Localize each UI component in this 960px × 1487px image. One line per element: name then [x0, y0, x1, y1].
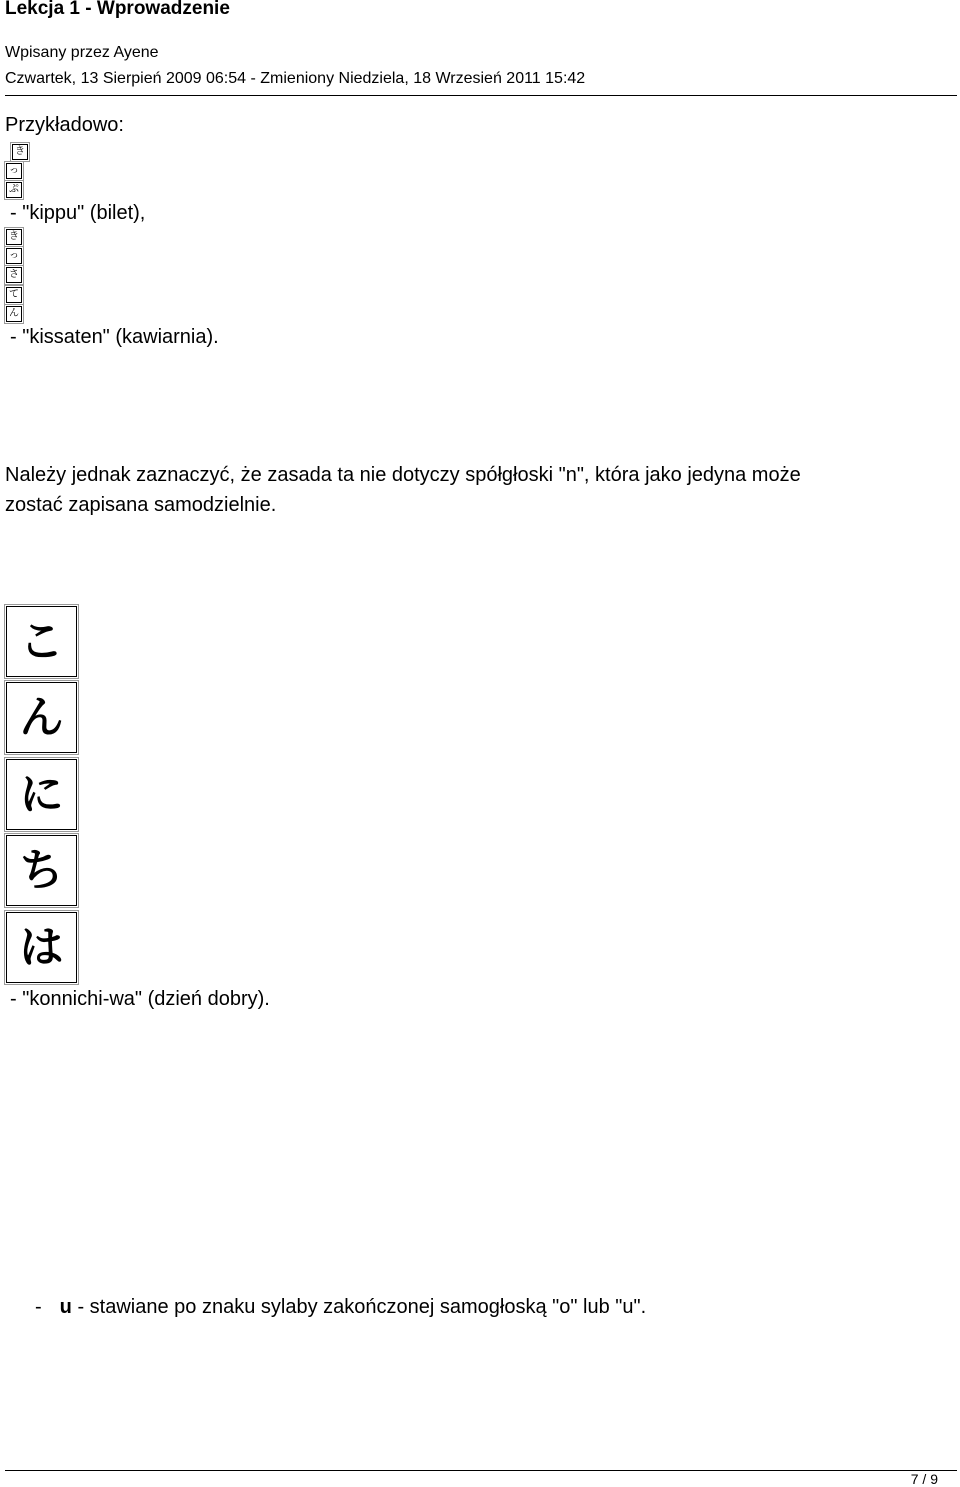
- kana-tile-pu: ぷ: [6, 182, 22, 198]
- kana-tile-ki: き: [6, 229, 22, 245]
- kippu-caption: - "kippu" (bilet),: [10, 202, 146, 224]
- author-line: Wpisany przez Ayene: [5, 44, 159, 61]
- kana-tile-ha: は: [6, 912, 77, 983]
- kissaten-caption: - "kissaten" (kawiarnia).: [10, 326, 219, 348]
- kana-tile-ko: こ: [6, 606, 77, 677]
- kana-tile-ki: き: [12, 144, 28, 160]
- kana-tile-te: て: [6, 287, 22, 303]
- u-rule-text: - stawiane po znaku sylaby zakończonej samogłoską "o" lub "u".: [77, 1296, 647, 1318]
- kana-tile-n: ん: [6, 306, 22, 322]
- kana-tile-n: ん: [6, 682, 77, 753]
- kana-tile-small-tsu: っ: [6, 163, 22, 179]
- page-title: Lekcja 1 - Wprowadzenie: [5, 0, 230, 19]
- u-rule-line: [35, 1296, 646, 1319]
- u-rule-dash: -: [35, 1296, 42, 1318]
- note-paragraph-line-2: zostać zapisana samodzielnie.: [5, 494, 277, 516]
- konnichiwa-caption: - "konnichi-wa" (dzień dobry).: [10, 988, 270, 1010]
- footer-divider: [5, 1470, 957, 1471]
- u-rule-letter: u: [59, 1296, 72, 1318]
- page-number: 7 / 9: [910, 1471, 938, 1487]
- note-paragraph-line-1: Należy jednak zaznaczyć, że zasada ta nie dotyczy spółgłoski "n", która jako jedyna może: [5, 464, 801, 486]
- kana-tile-small-tsu: っ: [6, 248, 22, 264]
- date-line: Czwartek, 13 Sierpień 2009 06:54 - Zmieniony Niedziela, 18 Wrzesień 2011 15:42: [5, 70, 586, 87]
- kana-tile-ni: に: [6, 759, 77, 830]
- header-divider: [5, 95, 957, 96]
- intro-text: Przykładowo:: [5, 114, 124, 136]
- kana-tile-sa: さ: [6, 267, 22, 283]
- kana-tile-chi: ち: [6, 835, 77, 906]
